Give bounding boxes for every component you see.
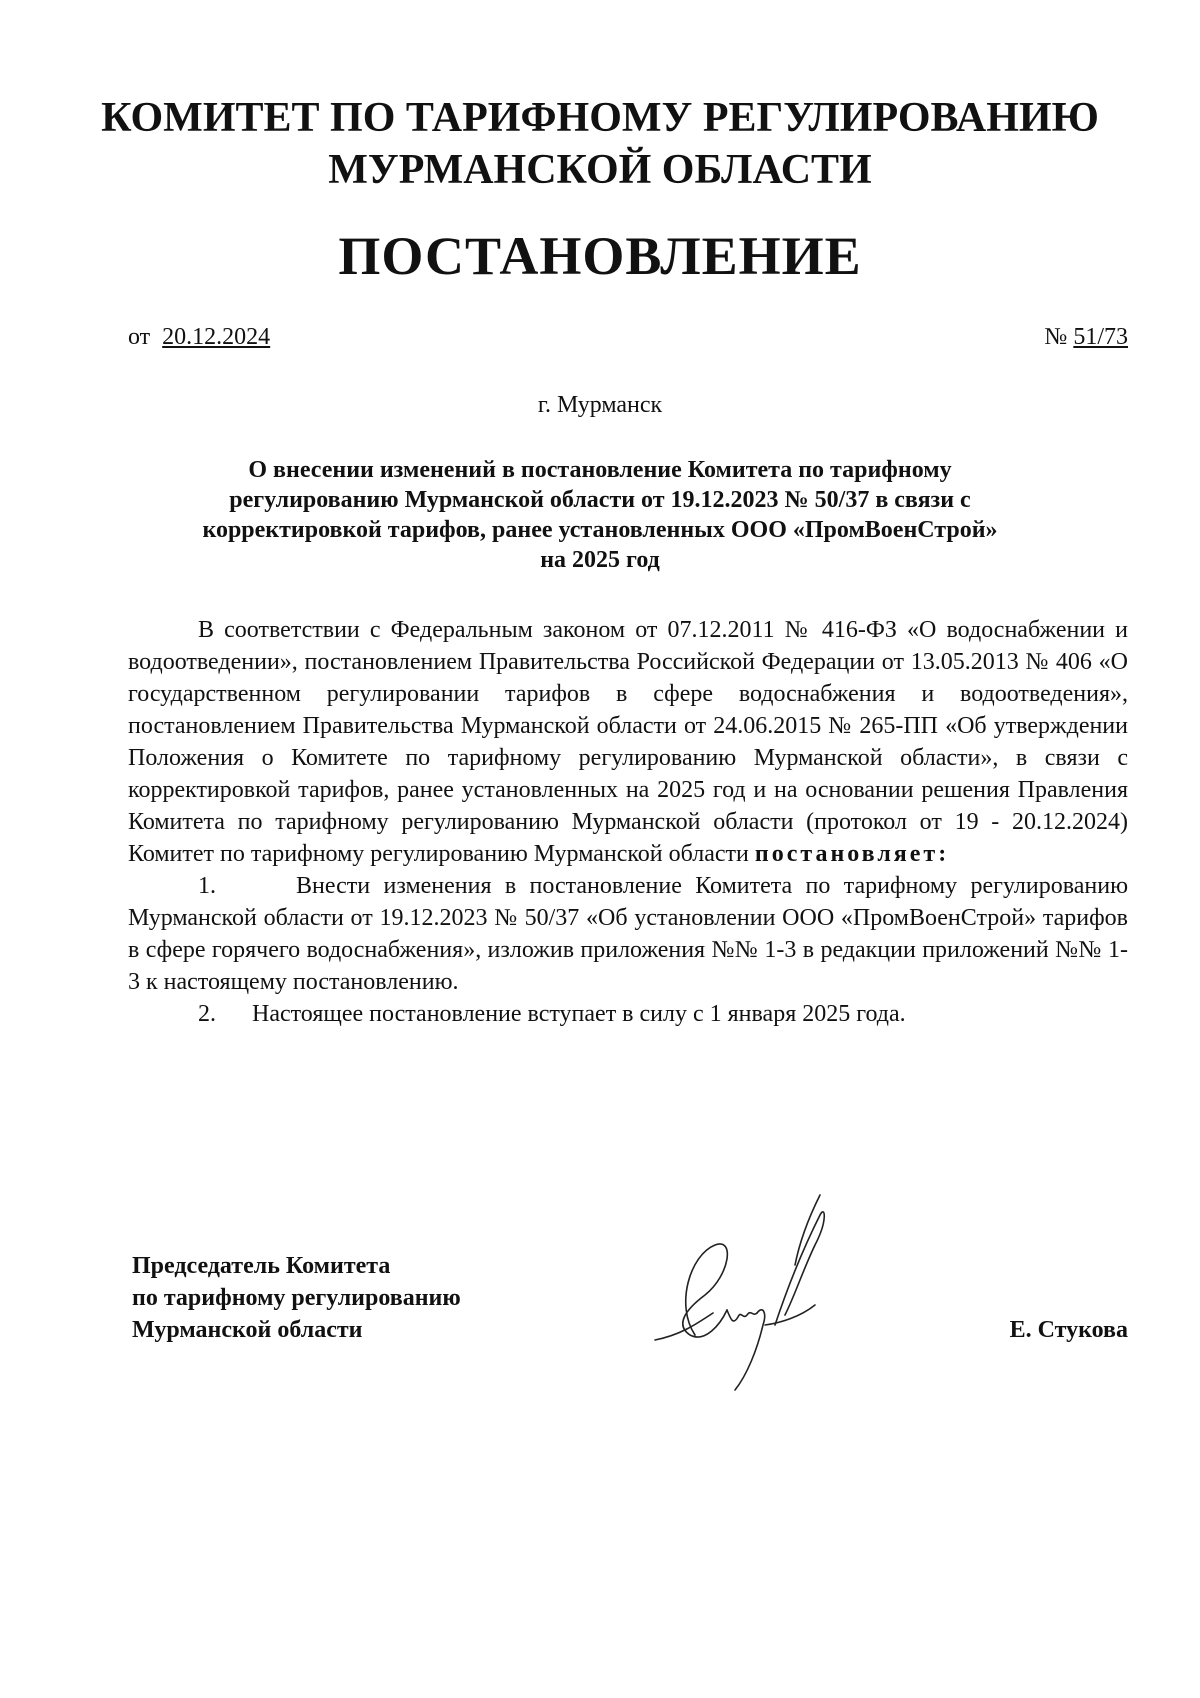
signatory-position-line1: Председатель Комитета [132,1253,391,1279]
signatory-name: Е. Стукова [1009,1317,1128,1343]
item-1-text: Внести изменения в постановление Комитета по тарифному регулированию Мурманской области от 19.12.2023 № 50/37 «Об установлении ООО «ПромВоенСтрой» тарифов в сфере горячего водоснабжения», изложив приложения №№ 1-3 в редакции приложений №№ 1-3 к настоящему постановлению. [128,873,1129,995]
signatory-position-line3: Мурманской области [132,1317,363,1343]
preamble-paragraph [128,614,1128,870]
item-2-number: 2. [198,1001,216,1027]
handwritten-signature [635,1185,865,1415]
item-2 [128,998,1128,1030]
organization-title-line1: КОМИТЕТ ПО ТАРИФНОМУ РЕГУЛИРОВАНИЮ [101,95,1099,141]
organization-title [0,92,1200,196]
item-2-text: Настоящее постановление вступает в силу с 1 января 2025 года. [252,1001,906,1027]
city: г. Мурманск [537,392,663,418]
organization-title-line2: МУРМАНСКОЙ ОБЛАСТИ [328,147,872,193]
document-number [1044,322,1128,352]
document-type: ПОСТАНОВЛЕНИЕ [338,226,862,286]
document-body [128,614,1128,1030]
signatory-position-line2: по тарифному регулированию [132,1285,461,1311]
subject-line1: О внесении изменений в постановление Комитета по тарифному [248,457,952,483]
number-value: 51/73 [1073,324,1128,350]
item-1 [128,870,1128,998]
date-prefix: от [128,324,151,350]
preamble-text: В соответствии с Федеральным законом от 07.12.2011 № 416-ФЗ «О водоснабжении и водоотведении», постановлением Правительства Российской Федерации от 13.05.2013 № 406 «О государственном регулировании тарифов в сфере водоснабжения и водоотведения», постановлением Правительства Мурманской области от 24.06.2015 № 265-ПП «Об утверждении Положения о Комитете по тарифному регулированию Мурманской области», в связи с корректировкой тарифов, ранее установленных на 2025 год и на основании решения Правления Комитета по тарифному регулированию Мурманской области (протокол от 19 - 20.12.2024) Комитет по тарифному регулированию Мурманской области [128,617,1128,867]
date-value: 20.12.2024 [162,324,271,350]
signatory-position [132,1250,461,1346]
number-prefix: № [1044,324,1068,350]
document-date [128,322,270,352]
item-1-number: 1. [198,873,216,899]
subject-line3: корректировкой тарифов, ранее установленных ООО «ПромВоенСтрой» [202,517,998,543]
decree-word: постановляет: [754,841,950,867]
document-subject [150,455,1050,575]
subject-line2: регулированию Мурманской области от 19.12.2023 № 50/37 в связи с [229,487,971,513]
subject-line4: на 2025 год [540,547,660,573]
